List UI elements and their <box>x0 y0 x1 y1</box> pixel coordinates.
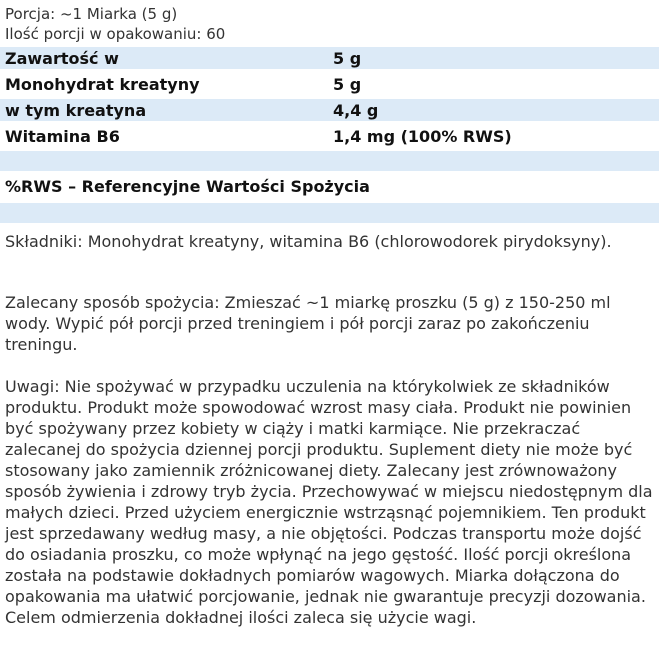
table-spacer-row <box>0 151 659 175</box>
ingredients-paragraph: Składniki: Monohydrat kreatyny, witamina B6 (chlorowodorek pirydoksyny). <box>5 232 612 251</box>
row-name: Zawartość w <box>5 49 119 68</box>
table-spacer-row <box>0 203 659 227</box>
nutrition-table <box>0 47 659 227</box>
rws-footnote: %RWS – Referencyjne Wartości Spożycia <box>5 177 370 196</box>
row-value: 5 g <box>333 49 362 68</box>
table-footnote-row <box>0 175 659 203</box>
row-name: Witamina B6 <box>5 127 120 146</box>
serving-size-text: Porcja: ~1 Miarka (5 g) <box>5 5 178 23</box>
table-row <box>0 47 659 73</box>
servings-count-text: Ilość porcji w opakowaniu: 60 <box>5 25 226 43</box>
usage-paragraph: Zalecany sposób spożycia: Zmieszać ~1 miarkę proszku (5 g) z 150-250 ml wody. Wypić pół porcji przed treningiem i pół porcji zaraz po zakończeniu treningu. <box>5 293 611 354</box>
table-row <box>0 125 659 151</box>
row-name: w tym kreatyna <box>5 101 147 120</box>
table-row <box>0 99 659 125</box>
row-value: 5 g <box>333 75 362 94</box>
warnings-paragraph: Uwagi: Nie spożywać w przypadku uczulenia na którykolwiek ze składników produktu. Produkt może spowodować wzrost masy ciała. Produkt nie powinien być spożywany przez kobiety w ciąży i matki karmiące. Nie przekraczać zalecanej do spożycia dziennej porcji produktu. Suplement diety nie może być stosowany jako zamiennik zróżnicowanej diety. Zalecany jest zrównoważony sposób żywienia i zdrowy tryb życia. Przechowywać w miejscu niedostępnym dla małych dzieci. Przed użyciem energicznie wstrząsnąć pojemnikiem. Ten produkt jest sprzedawany według masy, a nie objętości. Podczas transportu może dojść do osiadania proszku, co może wpłynąć na jego gęstość. Ilość porcji określona została na podstawie dokładnych pomiarów wagowych. Miarka dołączona do opakowania ma ułatwić porcjowanie, jednak nie gwarantuje precyzji dozowania. Celem odmierzenia dokładnej ilości zaleca się użycie wagi. <box>5 377 653 627</box>
row-value: 1,4 mg (100% RWS) <box>333 127 512 146</box>
row-value: 4,4 g <box>333 101 379 120</box>
row-name: Monohydrat kreatyny <box>5 75 200 94</box>
table-row <box>0 73 659 99</box>
